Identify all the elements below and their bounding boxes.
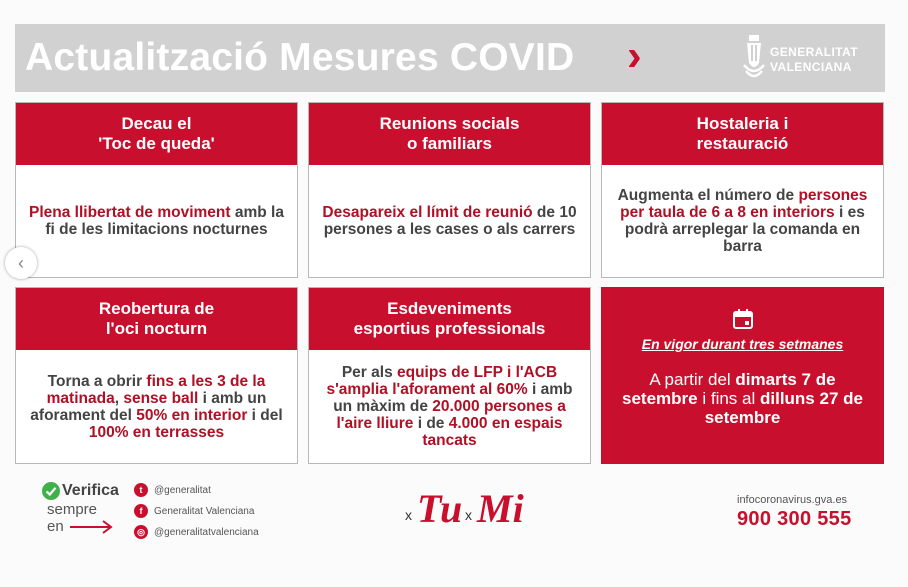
logo-line-1: GENERALITAT	[770, 45, 858, 59]
carousel-prev-button[interactable]	[5, 247, 37, 279]
highlight-text: fins a les 3 de la matinada	[46, 372, 266, 407]
social-label: Generalitat Valenciana	[154, 505, 255, 517]
card-reunions-socials	[308, 102, 591, 278]
highlight-text: 20.000 persones a l'aire lliure	[336, 398, 566, 432]
card-title	[16, 103, 297, 165]
card-title	[602, 103, 883, 165]
card-title	[16, 288, 297, 350]
card-body	[16, 350, 297, 463]
verify-sub-1: sempre	[47, 501, 98, 518]
facebook-icon: f	[134, 504, 148, 518]
body-text: ,	[114, 389, 124, 407]
card-title-line: esportius professionals	[353, 319, 546, 338]
body-text: Augmenta el número de	[617, 187, 799, 204]
card-body	[602, 165, 883, 277]
card-toc-de-queda	[15, 102, 298, 278]
check-circle-icon	[42, 482, 60, 500]
verify-label: Verifica	[62, 482, 119, 499]
body-text: i es podrà arreplegar la comanda en barra	[624, 204, 865, 255]
card-title-line: o familiars	[406, 134, 493, 153]
body-text: i de	[413, 415, 449, 432]
highlight-text: Plena llibertat de moviment	[29, 204, 231, 221]
card-en-vigor	[601, 287, 884, 464]
body-text: i del	[247, 406, 283, 424]
card-body-text	[612, 187, 873, 255]
body-text: amb la fi de les limitacions nocturnes	[45, 204, 284, 238]
page-title: Actualització Mesures COVID	[25, 36, 575, 79]
brand-x2: x	[465, 507, 472, 523]
card-title	[309, 288, 590, 350]
card-esdeveniments-esportius	[308, 287, 591, 464]
instagram-icon: ◎	[134, 525, 148, 539]
vigor-dates: A partir del dimarts 7 de setembre i fins al dilluns 27 de setembre	[622, 370, 863, 427]
social-label: @generalitatvalenciana	[154, 526, 259, 538]
card-title-line: l'oci nocturn	[105, 319, 208, 338]
card-title-line: Esdeveniments	[387, 299, 512, 318]
xtu-xmi-logo	[403, 478, 528, 538]
social-row-instagram[interactable]	[134, 522, 259, 542]
card-body-text	[26, 373, 287, 441]
brand-tu: Tu	[417, 486, 463, 531]
twitter-icon: t	[134, 483, 148, 497]
card-title-line: Reunions socials	[379, 114, 520, 133]
highlight-text: 4.000 en espais tancats	[422, 415, 563, 449]
card-body	[309, 350, 590, 463]
card-title-line: restauració	[696, 134, 789, 153]
contact-url[interactable]: infocoronavirus.gva.es	[737, 494, 848, 506]
card-body-text	[319, 364, 580, 449]
card-body-text	[26, 204, 287, 238]
body-text: i amb un màxim de	[333, 381, 573, 415]
social-row-twitter[interactable]	[134, 480, 259, 500]
contact-phone[interactable]: 900 300 555	[737, 508, 852, 530]
generalitat-valenciana-logo	[742, 33, 882, 83]
card-body	[309, 165, 590, 277]
body-text: Torna a obrir	[47, 372, 147, 390]
highlight-text: persones per taula de 6 a 8 en interiors	[620, 187, 868, 221]
highlight-text: equips de LFP i l'ACB s'amplia l'aforament al 60%	[326, 364, 558, 398]
generalitat-emblem-icon	[742, 33, 766, 81]
social-links	[134, 480, 259, 543]
header-banner	[15, 24, 885, 92]
highlight-text: sense ball	[123, 389, 199, 407]
logo-line-2: VALENCIANA	[770, 60, 852, 74]
body-text: i amb un aforament del	[30, 389, 267, 424]
card-oci-nocturn	[15, 287, 298, 464]
verify-sub-2: en	[47, 518, 64, 535]
card-body-text	[319, 204, 580, 238]
card-title-line: 'Toc de queda'	[98, 134, 215, 153]
body-text: Per als	[341, 364, 397, 381]
brand-mi: Mi	[477, 486, 524, 531]
body-text: de 10 persones a les cases o als carrers	[323, 204, 577, 238]
contact-block	[737, 494, 852, 531]
chevron-left-icon: ‹	[18, 252, 24, 273]
highlight-text: 50% en interior	[136, 406, 248, 424]
highlight-text: Desapareix el límit de reunió	[322, 204, 533, 221]
calendar-icon	[732, 308, 754, 330]
arrow-right-icon	[70, 520, 114, 534]
social-label: @generalitat	[154, 484, 211, 496]
highlight-text: 100% en terrasses	[88, 423, 225, 441]
chevron-right-icon: ›	[627, 31, 642, 80]
brand-x1: x	[405, 507, 412, 523]
social-row-facebook[interactable]	[134, 501, 259, 521]
verify-block	[42, 480, 142, 540]
card-title-line: Hostaleria i	[696, 114, 789, 133]
vigor-title: En vigor durant tres setmanes	[641, 336, 844, 352]
card-title	[309, 103, 590, 165]
card-title-line: Decau el	[121, 114, 192, 133]
card-hostaleria	[601, 102, 884, 278]
card-title-line: Reobertura de	[98, 299, 215, 318]
card-body	[16, 165, 297, 277]
